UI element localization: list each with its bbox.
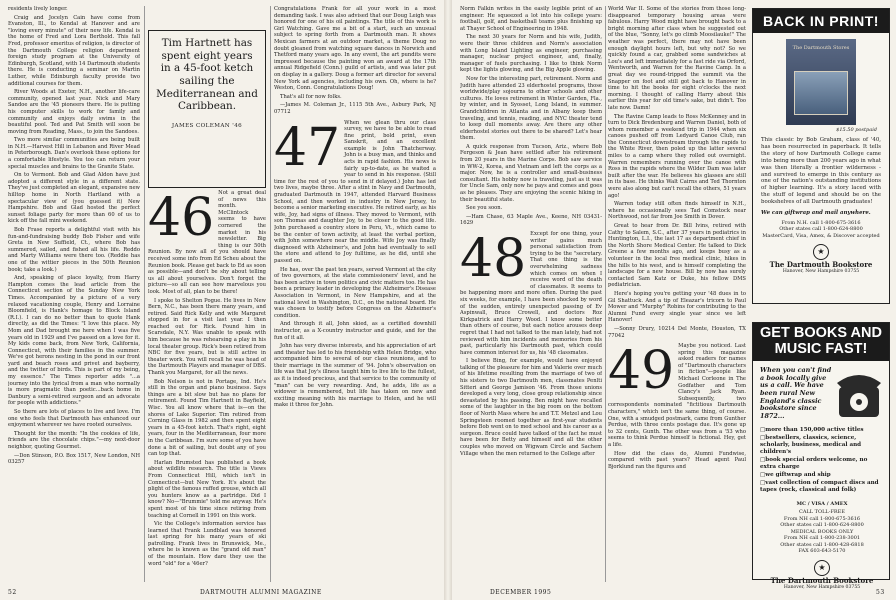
feature-item: □ more than 150,000 active titles [760,427,884,434]
paragraph: The Ravine Camp leads to Ross McKenney and in turn to Dick Bredenburg and Warren Daniel, both of whom remember a weekend trip in 1944 when six canoes pushed off from Ledyard Canoe Club, ran the Connecticut downstream through the rapids to the White River, then poled up the latter several miles to a camp where they rolled out overnight. Warren remembers running over the canoe with Ross in the rapids where the Wilder Dam was later built after the war. He believes his glasses are still in its base. He thinks Walt Cairns and Ted Thornton were also along but can't recall the others, 51 years ago! [608,113,746,199]
column-3 [274,6,436,578]
feature-item: □ we giftwrap and ship [760,472,884,479]
pull-quote-text: Tim Hartnett has spent eight years in a 45-foot ketch sailing the Mediterranean and Caribbean. [156,37,258,113]
phone-line: From NH call 1-800-238-3001 [783,535,861,541]
column-5 [608,6,746,578]
class-year-47: 47 [274,117,341,178]
ad-header [753,323,889,361]
bookstore-logo [766,244,876,274]
class-year-49: 49 [608,341,675,402]
column-1 [8,6,140,578]
feature-item: □ bestsellers, classics, science, scholarly, business, medical and children's [760,435,884,456]
ad-order-info [753,217,889,240]
column-1-text [8,6,140,466]
bookstore-name: The Dartmouth Bookstore [770,576,874,585]
ad-header: BACK IN PRINT! [753,9,889,33]
paragraph: Craig and Jocelyn Cain have come from Evanston, Ill., to Kendal at Hanover and are "loving every minute" of their new life. Kendal is the home of Fred and Lora Berthold. This fall Fred, professor emeritus of religion, is director of the Dartmouth College religion department foreign study program at the University of Edinburgh, Scotland, with 14 Dartmouth students there. He is conducting a seminar on Martin Luther, while Edinburgh faculty provide two additional courses for them. [8,14,140,87]
pull-quote-attribution: JAMES COLEMAN '46 [171,123,243,130]
paragraph: Now for the interesting part, retirement. Norm and Judith have attended 23 elderhostel programs, those worldwide/play sojourns to other schools and other cultures. He loves retirement in Winter Garden, Fla., by winter, and in Syosset, Long Island, in summer. Grandchildren in Atlanta and in Albany keep them traveling, and tennis, reading, and NYC theater tend to keep dull moments away. Are there any other elderhostel stories out there to be shared? Let's hear them. [460,75,602,142]
bookstore-address: Hanover, New Hampshire 03755 [782,269,860,275]
phone-numbers [760,509,884,555]
phone-line: Other states call 1-800-428-6818 [780,541,864,548]
paragraph: John has very diverse interests, and his appreciation of art and theater has led to his friendship with Helen Bridge, who accompanied him to several of our class reunions, and to their marriage in the summer of '94. John's observation on life was that Joy's illness taught him to live life to the fullest, as it is indeed precious, and that service to the community of "man" can be very rewarding. And, he adds, life as a widower is remembered, but life has taken on new and exciting meaning with his marriage to Helen, and he will make it three for John. [274,343,436,409]
paragraph: So there are lots of places to live and love. I'm one who feels that Dartmouth has enhanced our enjoyment wherever we have rooted ourselves. [8,409,140,429]
paragraph: —Sonny Drury, 10214 Del Monte, Houston, TX 77042 [608,325,746,339]
paragraph: When we glean thru our class survey, we have to be able to read fine print, bold print, even Sanskrit, and an excellent example is John Thatcherway. John is a busy man, and thinks and acts in rapid fashion. His news is fairly up-to-date, as he waited a year to send in his response. (Still time for the rest of you to send in if delayed.) John has led two lives, maybe three. After a stint in Navy and Dartmouth, graduated Dartmouth in 1947, attended Harvard Business School, and then worked in industry in New Jersey, to become a senior marketing executive. He retired early, as his wife, Joy, had signs of illness. They moved to Vermont, with son Thomas and daughter Joy, to be closer to the good life. John purchased a country store in Peru, Vt., which came to be the center of town activity, at least the verbal portion, with John somewhere near the middle. Wife Joy was finally diagnosed with Alzheimer's, and John had eventually to sell the store and attend to Joy fulltime, as he did, until she passed on. [274,119,436,264]
feature-item: □ book special orders welcome, no extra charge [760,457,884,471]
bookstore-emblem-icon: ★ [813,244,829,260]
paragraph: Except for one thing, your writer gains much personal satisfaction from trying to be the "secretary. That one thing is the overwhelming sadness which comes on when I receive word of the death of classmates. It seems to be happening more and more often. During the past six weeks, for example, I have been shocked by word of the sudden, entirely unexpected passing of Ev Aspinwall, Bruce Crowell, and doctors Roz Kirkpatrick and Harry Wood. I know some better than others of course, but each notice arouses deep regret that I had not talked to the man lately, had not reviewed with him incidents and memories from his past, particularly his Dartmouth past, which could have common interest for us, his '48 classmates. [460,231,602,356]
books-music-ad [752,322,890,590]
class-year-46: 46 [148,190,215,248]
paragraph: Norm Falkin writes in the easily legible print of an engineer. He squeezed a lot into his college years: football, golf, and basketball teams plus finishing up at Thayer School of Engineering in 1948. [460,6,602,32]
paragraph: The next 30 years for Norm and his wife, Judith, were their three children and Norm's association with Long Island Lighting as engineer, purchasing manager, nuclear project engineer, and, finally, manager of fuels purchasing. I like to think Norm kept the lights glowing, and the Big Apple glowing. [460,34,602,74]
paragraph: Harlan Brumsted has published a book about wildlife research. The title is Views From Connecticut Hill, which isn't in Connecticut—but New York. It's about the plight of the famous ruffed grouse, which all you hunters know as a partridge. Did I know? No—"Brummie" told me anyway. He's spent most of his time since retiring from teaching at Cornell in 1991 on this work. [148,459,266,519]
paragraph: —Ham Chase, 63 Maple Ave., Keene, NH 03431-1629 [460,213,602,227]
paragraph: World War II. Some of the stories from those long-disappeared temporary housing areas were fabulous. Harry Wood might have brought back to a bright morning after class when he suggested out of the blue, "Sonny, let's go climb Moosilauke!" The weather was perfect, there may not have been enough daylight hours left, but why not? So we quickly found a car, grabbed some sandwiches at Lou's and left immediately for a fast ride via Orford, Wentworth, and Warren for the Ravine Camp. In a great day we round-tripped the summit via the Snapper on foot and still got back to Hanover in time to hit the books for eight o'clocks the next morning. I thought of calling Harry about this earlier this year for old time's sake, but didn't. Too late now. Damn! [608,6,746,111]
phone-line: FAX 603-643-5170 [798,548,846,554]
ad-header-line-2: MUSIC FAST! [774,340,868,357]
phone-line: Other states call 1-800-624-8800 [780,522,864,528]
column-4 [460,6,602,578]
paragraph: Two more similar communities are being built in N.H.—Harvest Hill in Lebanon and River Mead in Peterborough. Dan's overlook these options for a comfortable lifestyle. You too can return your special muscles and brains to the Granite State. [8,137,140,170]
bookstore-emblem-icon: ★ [814,560,830,576]
class-year-48: 48 [460,229,527,289]
column-3-top-text [274,6,436,116]
ad-feature-list [760,427,884,495]
paragraph: —Don Stinson, P.O. Box 1517, New London, NH 03257 [8,452,140,466]
column-4-top-text [460,6,602,227]
ad-intro: When you can't find a book locally give us a call. We have been rural New England's classic bookstore since 1872... [760,366,832,421]
right-page-number: 53 [876,589,885,596]
order-line: Other states call 1-800-624-8800 [779,226,863,233]
paragraph: Warren today still often finds himself in N.H., where he occasionally sees Tad Comstock near Northwood, not far from Joe Smith in Dover. [608,201,746,221]
phone-line: From NH call 1-800-675-3616 [783,515,861,522]
paragraph: Congratulations Frank for all your work in a most demanding task. I was also advised that our Doug Leigh was honored for one of his oil paintings. The title of this work is Girl Watching. Gave me a bit of a start, such an unusual subject to spring forth from a Dartmouth man. It shows Mexican farmers at an outdoor market, a theme Doug no doubt gleaned from watching square dances in Norwich and Thetford many years ago. In any event, the art pundits were impressed because the painting won an award at the 17th annual Ridgefield (Conn.) guild of artists, and was later put on display in a gallery. Doug a former art director for several New York ad agencies, including his own. Oh, where is he? Weston, Conn. Congratulations Doug! [274,6,436,92]
payment-methods: MC / VISA / AMEX [796,501,848,507]
column-2-lower [148,190,266,570]
book-price: $15.50 postpaid [836,127,877,133]
paragraph: And, speaking of place loyalty, from Harry Hampton comes the lead article from the Connecticut section of the Sunday New York Times. Accompanied by a picture of a very relaxed vacationing couple, Henry and Lorraine Bloomfield, is Hank's homage to Block Island (R.I.). I can do no better than to quote Hank directly, as did the Times: "I love this place. My Mom and Dad brought me here when I was five years old in 1929 and I've passed on a love for it. My kids come back, from New York, California, Connecticut, with their families in the summer. We've got herons nesting in the pond in our front yard and beach roses and privet and bayberry, and the twitter of birds. This is part of my being, my essence." The Times reporter adds "...a journey into the lyrical from a man who normally is more pragmatic than poetic...back home in Danbury a semi-retired surgeon and an advocate for people with addictions." [8,275,140,407]
class-47-section [274,117,436,410]
paragraph: I spoke to Shelton Pogue. He lives in New Bern, N.C., has been there many years, and retired. Said Rick Kelly and wife Margaret stopped in for a visit last year. I then reached out for Rick. Found him in Scarsdale, N.Y. Was unable to speak with him because he was rehearsing a play in his local theater group. Rick's been retired from NBC for five years, but is still active in theater work. You will recall he was head of the Dartmouth Players and manager of DBS. Thank you Margaret, for all the news. [148,297,266,377]
page-gutter [444,0,452,600]
order-line: From N.H. call 1-800-675-3616 [781,219,861,226]
paragraph: residents lively longer. [8,6,68,12]
paragraph: River Woods at Exeter, N.H., another life-care community, opened last year. Nick and Mary Sandoe are the '45 pioneers there. He is putting his computer skills to work for family and community and enjoys daily swims in the beautiful pool. Ted and Pat Smith will soon be moving from Reading, Mass., to join the Sandoes. [8,89,140,135]
paragraph: And through it all, John skied, as a certified downhill instructor, as a X-country instructor and guide, and for the fun of it all. [274,321,436,341]
paragraph: Not a great deal of news this month. McClintock seems to have cornered the market in his newsletter. Big thing is our 50th Reunion. By now all of you should have received some info from Ed Scheu about the Reunion book. Please get back to Ed as soon as possible—and don't be shy about telling us all about yourselves. Don't forget the picture—so all can see how marvelous you look. Most of all, plan to be there! [148,190,266,295]
pull-quote [148,30,266,188]
paragraph: Thought for the month: "In the cookies of life, friends are the chocolate chips."—my next-door neighbor, quoting Gourmet. [8,430,140,450]
bookstore-name: The Dartmouth Bookstore [769,260,873,270]
feature-item: □ vast collection of compact discs and tapes (rock, classical and folk) [760,480,884,494]
paragraph: Bob Nelson is not in Portage, Ind. He's still in the organ and piano business. Says things are a bit slow but has no plans for retirement. Found Tim Hartnett in Bayfield, Wisc. You all know where that is—on the shores of Lake Superior. Tim retired from Corning Glass in 1982 and then spent eight years in a 45-foot ketch. That's right, eight years, four in the Mediterranean, four more in the Caribbean. I'm sure some of you have done a bit of sailing, but doubt any of you can top that. [148,378,266,458]
paragraph: A quick response from Tucson, Ariz., where Bob Fergeson & Jean have settled after his retirement from 20 years in the Marine Corps. Bob saw service in WW-2, Korea, and Vietnam and left the corps as a major. Now, he is a controller and small-business consultant. His hobby now is traveling, just as it was for Uncle Sam, only now he pays and comes and goes as he pleases. They are enjoying the scenic hiking in their beautiful state. [460,143,602,203]
paragraph: —James M. Coleman Jr., 1115 5th Ave., Asbury Park, NJ 07712 [274,102,436,115]
paragraph: He has, over the past ten years, served Vermont at the city of two governors, at the state commissioners' level, and he has been active in town politics and civic matters too. He has been a primary leader in developing the Alzheimer's Disease Association in Vermont, in New Hampshire, and at the national level in Washington, D.C., on the national board. He was chosen to testify before Congress on the Alzheimer's condition. [274,266,436,319]
paragraph: On to Vermont. Bob and Glad Aldon have just adopted a different style in a different state. They've just completed an elegant, expansive new hilltop home in North Hartland with a spectacular view of (you guessed it) New Hampshire. Bob and Glad hosted the perfect sunset foliage party for more than 60 of us to kick off the fall mini weekend. [8,172,140,225]
telephone-icon [835,365,883,421]
book-cover-image [786,39,856,125]
column-divider [270,6,271,582]
book-cover-title: The Dartmouth Stores [792,45,850,51]
column-divider [605,6,606,582]
column-5-top-text [608,6,746,339]
paragraph: That's all for now folks. [280,93,342,100]
phone-line: MEDICAL BOOKS ONLY [790,528,854,535]
paragraph: Bob Frase reports a delightful visit with his fun-and-fundraising buddy Bob Fisher and wife Greta in New Suffield, Ct., where Bob has summered, sailed, and fished all his life. Reddo and Marty Williams were there too. (Reddie has one of the wittier pieces in the 50th Reunion book; take a look.) [8,227,140,273]
class-48-section [460,231,602,457]
paragraph: I believe Bing, for example, would have enjoyed talking of the pleasure for him and Valerie over much of his lifetime resulting from the marriage of two of his sisters to two Dartmouth men, classmates Penlti Sitteri and George Jamison '46. From those unions developed a very long, close group relationship since devastated by his passing. Ben might have recalled some of the laughter in the big room on the bottom floor of North Mass where he and T.T. Metzel and Lou Springsteen roomed together as first-year students before Bob went on to med school and his career as a surgeon. Bruce could have talked of the fact he must have been for Betty and himself and all the other couples who moved on Wigwam Circle and Sachem Village when the men returned to the College after [460,358,602,457]
right-footer-date: DECEMBER 1995 [490,589,552,596]
left-page-number: 52 [8,589,17,596]
ad-header-line-1: GET BOOKS AND [760,325,882,341]
back-in-print-ad [752,8,890,304]
ad-tagline: We can giftwrap and mail anywhere. [761,210,871,217]
paragraph: Here's hoping you're getting your '48 dues in to Gil Shattuck. And a tip of Eleazar's tricorn to Paul Mower and "Murphy" Robins for contributing to the Alumni Fund every single year since we left Hanover! [608,290,746,324]
book-cover-illustration [794,71,848,115]
class-49-section [608,343,746,470]
paragraph: Vic the College's information service has learned that Frank Lundblad was honored last spring for his many years of ski patrolling. Frank lives in Brunswick, Me., where he is known as the "grand old man" of the mountain. How dare they use the word "old" for a '46er? [148,521,266,567]
order-line: MasterCard, Visa, Amex, & Discover accepted [762,232,880,239]
bookstore-address: Hanover, New Hampshire 03755 [783,585,861,590]
left-footer-title: DARTMOUTH ALUMNI MAGAZINE [200,589,322,596]
paragraph: See you soon. [466,205,503,212]
ad-body: This classic by Bob Graham, class of '40, has been resurrected in paperback. It tells the story of how Dartmouth College came into being more than 200 years ago in what was then literally a frontier wilderness - and survived to emerge in this century as one of the nation's outstanding institutions of higher learning. It's a story laced with the stuff of legend and should be on the bookshelves of all Dartmouth graduates! [761,137,881,206]
phone-line: CALL TOLL-FREE [799,509,845,515]
paragraph: Great to hear from Dr. Bill Ivins, retired with Cathy to Salem, S.C., after 37 years in pediatrics in Huntington, L.I., the last 17 as department chief in the North Shore Medical Center. He talked to Dick Greene a few months ago, and keeps busy as a volunteer in the local free medical clinic, hikes in the hills to his west, and is himself completing the landscape for a new house. Bill by now has surely contacted Sam Katz or Duke, his fellow DMS pediatrician. [608,223,746,289]
column-divider [144,6,145,582]
paragraph: Maybe you noticed. Last spring this magazine asked readers for names of "Dartmouth characters in fiction"—people like Michael Corleone in The Godfather and Tom Clancy's Jack Ryan. Subsequently, two correspondents nominated "fictitious Dartmouth characters," which isn't the same thing, of course. One, with a smudged postmark, came from Gunther Perdue, with three cents postage due. It's gone up to 32 cents, Gunth. The other was from a '53 who seems to think Perdue himself is fictional. Hey, get a life. [608,343,746,448]
bookstore-logo [767,560,877,590]
paragraph: How did the class do, Alumni Fundwise, compared with past years? Head agent Paul Bjorklund ran the figures and [608,450,746,470]
